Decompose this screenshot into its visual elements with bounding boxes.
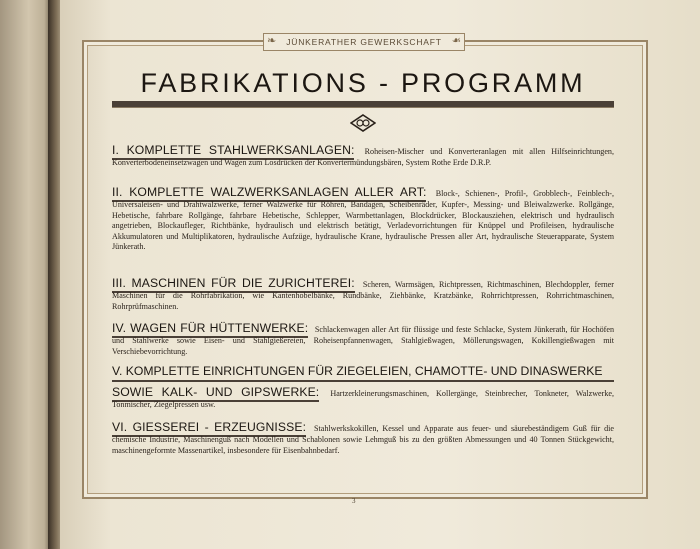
section-3-body: Scheren, Warmsägen, Richtpressen, Richtmaschinen, Blechdoppler, ferner Maschinen für die Rohrfabrikation, wie Kantenhobelbänke, Rundbänke, Ziehbänke, Kratzbänke, Rohrrichtpressen, Rohrrichtmaschinen, Rohrprüfmaschinen. [112,280,614,311]
section-1-heading: I. KOMPLETTE STAHLWERKSANLAGEN: [112,143,354,160]
left-page-edge [0,0,52,549]
section-5-heading-line2: SOWIE KALK- UND GIPSWERKE: [112,385,319,402]
section-1-body: Roheisen-Mischer und Konverteranlagen mit allen Hilfseinrichtungen, Konverterbodeneinsetzwagen und Wagen zum Losdrücken der Konvertermündungsbären, System Rothe Erde D.R.P. [112,147,614,167]
section-5-heading-line1: V. KOMPLETTE EINRICHTUNGEN FÜR ZIEGELEIEN, CHAMOTTE- UND DINASWERKE [112,364,614,382]
section-4-body: Schlackenwagen aller Art für flüssige und feste Schlacke, System Jünkerath, für Hochöfen und Stahlwerke sowie Eisen- und Stahlgießereien, Roheisenpfannenwagen, Stahlgießwagen, Möllerungswagen, Kokillengießwagen mit Verschiebevorrichtung. [112,325,614,356]
section-2-body: Block-, Schienen-, Profil-, Grobblech-, Feinblech-, Universaleisen- und Drahtwalzwerke, ferner Walzwerke für Röhren, Bandagen, Scheibenräder, Kupfer-, Messing- und Bleiwalzwerke. Rollgänge, Hebetische, fahrbare Rollgänge, fahrbare Hebetische, Schlepper, Warmbettanlagen, Blockdrücker, Blockausziehen, elektrisch und hydraulisch angetrieben, Blockaufleger, Richtbänke, hydraulisch und elektrisch betätigt, Verladevorrichtungen für Knüppel und Profileisen, hydraulische Akkumulatoren und Multiplikatoren, hydraulische Aufzüge, hydraulische Krane, hydraulische Pressen aller Art, hydraulische Steuerapparate, System Jünkerath. [112,189,615,251]
section-5-body: Hartzerkleinerungsmaschinen, Kollergänge, Steinbrecher, Tonkneter, Walzwerke, Tonmischer, Ziegelpressen usw. [112,389,614,409]
header-company-tab [263,33,465,51]
section-6 [112,420,614,456]
section-3 [112,276,614,312]
section-4-heading: IV. WAGEN FÜR HÜTTENWERKE: [112,321,308,338]
section-3-heading: III. MASCHINEN FÜR DIE ZURICHTEREI: [112,276,355,293]
page-number: 3 [352,497,356,505]
company-name: JÜNKERATHER GEWERKSCHAFT [286,37,442,47]
section-4 [112,321,614,357]
section-6-body: Stahlwerkskokillen, Kessel und Apparate aus feuer- und säurebeständigem Guß für die chemische Industrie, Maschinenguß nach Modellen und Schablonen sowie Lehmguß bis zu den größten Abmessungen und 40 Tonnen Stückgewicht, maschinengeformte Massenartikel, insbesondere für Eisenbahnbedarf. [112,424,614,455]
section-5 [112,364,614,411]
page-title: FABRIKATIONS - PROGRAMM [140,68,586,98]
section-2 [112,185,614,253]
ornament-icon [350,114,376,132]
title-underline-rule [112,101,614,108]
section-1 [112,143,614,169]
section-6-heading: VI. GIESSEREI - ERZEUGNISSE: [112,420,306,437]
section-2-heading: II. KOMPLETTE WALZWERKSANLAGEN ALLER ART: [112,185,426,202]
